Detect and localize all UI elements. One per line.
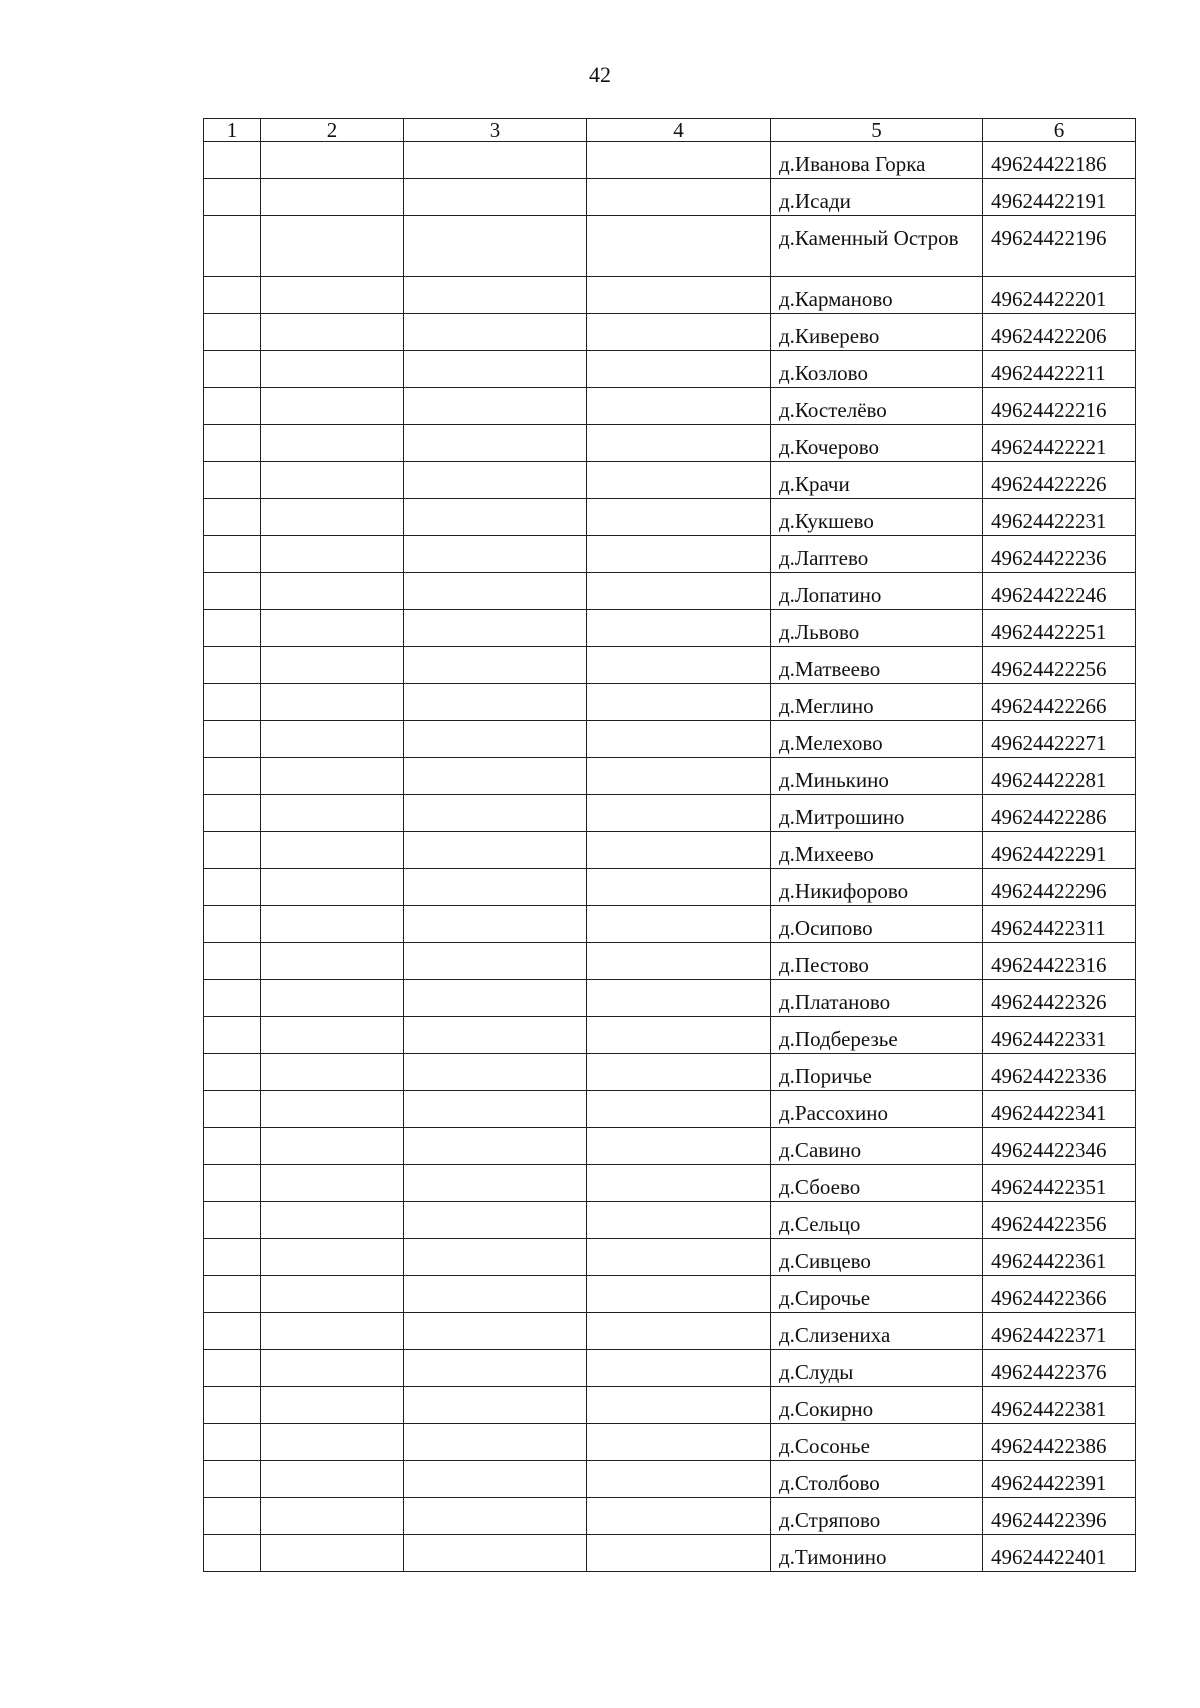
empty-cell xyxy=(404,869,587,906)
table-row xyxy=(204,216,1136,277)
settlement-code: 49624422351 xyxy=(983,1165,1136,1202)
empty-cell xyxy=(587,1498,771,1535)
empty-cell xyxy=(404,1535,587,1572)
empty-cell xyxy=(204,647,261,684)
settlement-code: 49624422271 xyxy=(983,721,1136,758)
empty-cell xyxy=(587,1128,771,1165)
table-row xyxy=(204,1387,1136,1424)
empty-cell xyxy=(404,980,587,1017)
settlement-code: 49624422296 xyxy=(983,869,1136,906)
table-row xyxy=(204,610,1136,647)
settlement-code: 49624422216 xyxy=(983,388,1136,425)
empty-cell xyxy=(261,980,404,1017)
empty-cell xyxy=(587,1424,771,1461)
empty-cell xyxy=(587,425,771,462)
table-row xyxy=(204,684,1136,721)
empty-cell xyxy=(261,1091,404,1128)
empty-cell xyxy=(261,684,404,721)
empty-cell xyxy=(404,1461,587,1498)
empty-cell xyxy=(587,721,771,758)
table-row xyxy=(204,1350,1136,1387)
empty-cell xyxy=(261,869,404,906)
settlement-code: 49624422286 xyxy=(983,795,1136,832)
empty-cell xyxy=(204,795,261,832)
table-row xyxy=(204,795,1136,832)
empty-cell xyxy=(404,179,587,216)
settlement-name: д.Карманово xyxy=(771,277,983,314)
settlement-code: 49624422386 xyxy=(983,1424,1136,1461)
empty-cell xyxy=(204,277,261,314)
empty-cell xyxy=(261,721,404,758)
empty-cell xyxy=(261,1498,404,1535)
settlement-code: 49624422201 xyxy=(983,277,1136,314)
settlement-code: 49624422316 xyxy=(983,943,1136,980)
empty-cell xyxy=(204,1498,261,1535)
settlement-name: д.Подберезье xyxy=(771,1017,983,1054)
empty-cell xyxy=(404,795,587,832)
settlement-code: 49624422196 xyxy=(983,216,1136,277)
settlement-name: д.Сокирно xyxy=(771,1387,983,1424)
settlement-name: д.Сбоево xyxy=(771,1165,983,1202)
table-row xyxy=(204,573,1136,610)
settlement-code-table xyxy=(203,118,1136,1572)
table-row xyxy=(204,179,1136,216)
empty-cell xyxy=(404,906,587,943)
empty-cell xyxy=(587,1202,771,1239)
settlement-name: д.Слуды xyxy=(771,1350,983,1387)
settlement-name: д.Лаптево xyxy=(771,536,983,573)
empty-cell xyxy=(587,499,771,536)
settlement-name: д.Тимонино xyxy=(771,1535,983,1572)
settlement-name: д.Митрошино xyxy=(771,795,983,832)
empty-cell xyxy=(261,1350,404,1387)
empty-cell xyxy=(261,142,404,179)
settlement-name: д.Костелёво xyxy=(771,388,983,425)
page-number: 42 xyxy=(589,62,611,87)
empty-cell xyxy=(587,610,771,647)
empty-cell xyxy=(587,1017,771,1054)
settlement-name: д.Кукшево xyxy=(771,499,983,536)
empty-cell xyxy=(587,1313,771,1350)
empty-cell xyxy=(204,351,261,388)
empty-cell xyxy=(587,1054,771,1091)
empty-cell xyxy=(261,1165,404,1202)
settlement-name: д.Киверево xyxy=(771,314,983,351)
empty-cell xyxy=(587,1165,771,1202)
settlement-name: д.Никифорово xyxy=(771,869,983,906)
table-row xyxy=(204,1239,1136,1276)
empty-cell xyxy=(587,216,771,277)
table-row xyxy=(204,1276,1136,1313)
empty-cell xyxy=(261,573,404,610)
empty-cell xyxy=(404,142,587,179)
settlement-code: 49624422336 xyxy=(983,1054,1136,1091)
settlement-name: д.Пестово xyxy=(771,943,983,980)
empty-cell xyxy=(404,1165,587,1202)
table-row xyxy=(204,1461,1136,1498)
table-row xyxy=(204,1498,1136,1535)
empty-cell xyxy=(204,1017,261,1054)
settlement-name: д.Сельцо xyxy=(771,1202,983,1239)
table-row xyxy=(204,1054,1136,1091)
table-row xyxy=(204,906,1136,943)
column-header-6: 6 xyxy=(983,119,1136,142)
empty-cell xyxy=(404,1091,587,1128)
settlement-code: 49624422256 xyxy=(983,647,1136,684)
empty-cell xyxy=(404,758,587,795)
empty-cell xyxy=(404,388,587,425)
empty-cell xyxy=(587,869,771,906)
table-row xyxy=(204,1313,1136,1350)
table-row xyxy=(204,462,1136,499)
empty-cell xyxy=(204,388,261,425)
settlement-code: 49624422346 xyxy=(983,1128,1136,1165)
empty-cell xyxy=(404,943,587,980)
empty-cell xyxy=(587,314,771,351)
empty-cell xyxy=(404,351,587,388)
empty-cell xyxy=(204,980,261,1017)
empty-cell xyxy=(587,1350,771,1387)
empty-cell xyxy=(404,1017,587,1054)
empty-cell xyxy=(587,277,771,314)
empty-cell xyxy=(261,795,404,832)
settlement-code: 49624422381 xyxy=(983,1387,1136,1424)
table-body xyxy=(204,142,1136,1572)
settlement-code: 49624422311 xyxy=(983,906,1136,943)
empty-cell xyxy=(587,795,771,832)
settlement-name: д.Иванова Горка xyxy=(771,142,983,179)
empty-cell xyxy=(261,462,404,499)
empty-cell xyxy=(204,1350,261,1387)
settlement-code: 49624422371 xyxy=(983,1313,1136,1350)
settlement-name: д.Меглино xyxy=(771,684,983,721)
table-row xyxy=(204,277,1136,314)
empty-cell xyxy=(204,684,261,721)
settlement-name: д.Львово xyxy=(771,610,983,647)
empty-cell xyxy=(261,1387,404,1424)
empty-cell xyxy=(404,1313,587,1350)
column-header-3: 3 xyxy=(404,119,587,142)
settlement-name: д.Крачи xyxy=(771,462,983,499)
settlement-name: д.Слизениха xyxy=(771,1313,983,1350)
empty-cell xyxy=(204,1535,261,1572)
empty-cell xyxy=(587,758,771,795)
empty-cell xyxy=(261,943,404,980)
settlement-name: д.Исади xyxy=(771,179,983,216)
empty-cell xyxy=(204,1424,261,1461)
settlement-name: д.Мелехово xyxy=(771,721,983,758)
empty-cell xyxy=(204,906,261,943)
empty-cell xyxy=(404,1498,587,1535)
table-row xyxy=(204,943,1136,980)
settlement-code: 49624422251 xyxy=(983,610,1136,647)
table-row xyxy=(204,499,1136,536)
empty-cell xyxy=(587,1387,771,1424)
empty-cell xyxy=(404,1350,587,1387)
settlement-code: 49624422341 xyxy=(983,1091,1136,1128)
empty-cell xyxy=(204,1202,261,1239)
empty-cell xyxy=(204,1461,261,1498)
empty-cell xyxy=(404,573,587,610)
table-row xyxy=(204,1128,1136,1165)
empty-cell xyxy=(587,1535,771,1572)
empty-cell xyxy=(261,277,404,314)
table-row xyxy=(204,314,1136,351)
settlement-name: д.Михеево xyxy=(771,832,983,869)
empty-cell xyxy=(404,499,587,536)
empty-cell xyxy=(204,1313,261,1350)
settlement-name: д.Минькино xyxy=(771,758,983,795)
empty-cell xyxy=(587,906,771,943)
empty-cell xyxy=(204,425,261,462)
table-row xyxy=(204,142,1136,179)
settlement-name: д.Лопатино xyxy=(771,573,983,610)
empty-cell xyxy=(204,1128,261,1165)
empty-cell xyxy=(587,388,771,425)
settlement-code: 49624422281 xyxy=(983,758,1136,795)
settlement-name: д.Поричье xyxy=(771,1054,983,1091)
empty-cell xyxy=(261,1461,404,1498)
settlement-code: 49624422186 xyxy=(983,142,1136,179)
empty-cell xyxy=(404,832,587,869)
table-row xyxy=(204,425,1136,462)
empty-cell xyxy=(404,425,587,462)
empty-cell xyxy=(204,1239,261,1276)
column-header-4: 4 xyxy=(587,119,771,142)
table-row xyxy=(204,388,1136,425)
settlement-name: д.Платаново xyxy=(771,980,983,1017)
settlement-code: 49624422246 xyxy=(983,573,1136,610)
empty-cell xyxy=(587,684,771,721)
empty-cell xyxy=(204,1165,261,1202)
empty-cell xyxy=(261,425,404,462)
settlement-code: 49624422291 xyxy=(983,832,1136,869)
settlement-code: 49624422366 xyxy=(983,1276,1136,1313)
empty-cell xyxy=(404,1424,587,1461)
empty-cell xyxy=(404,314,587,351)
empty-cell xyxy=(587,573,771,610)
empty-cell xyxy=(261,647,404,684)
table-row xyxy=(204,1202,1136,1239)
empty-cell xyxy=(404,462,587,499)
empty-cell xyxy=(204,179,261,216)
empty-cell xyxy=(261,351,404,388)
table-row xyxy=(204,869,1136,906)
empty-cell xyxy=(261,1054,404,1091)
column-number-row xyxy=(204,119,1136,142)
empty-cell xyxy=(587,1239,771,1276)
table-row xyxy=(204,1535,1136,1572)
empty-cell xyxy=(204,216,261,277)
empty-cell xyxy=(204,499,261,536)
empty-cell xyxy=(204,721,261,758)
empty-cell xyxy=(204,943,261,980)
settlement-name: д.Сосонье xyxy=(771,1424,983,1461)
empty-cell xyxy=(261,1424,404,1461)
settlement-name: д.Сивцево xyxy=(771,1239,983,1276)
empty-cell xyxy=(261,314,404,351)
empty-cell xyxy=(404,536,587,573)
empty-cell xyxy=(587,1091,771,1128)
table-row xyxy=(204,351,1136,388)
empty-cell xyxy=(404,1054,587,1091)
empty-cell xyxy=(204,758,261,795)
empty-cell xyxy=(404,1276,587,1313)
table-row xyxy=(204,647,1136,684)
settlement-name: д.Столбово xyxy=(771,1461,983,1498)
empty-cell xyxy=(261,1017,404,1054)
settlement-code: 49624422376 xyxy=(983,1350,1136,1387)
settlement-code: 49624422221 xyxy=(983,425,1136,462)
empty-cell xyxy=(261,216,404,277)
empty-cell xyxy=(587,832,771,869)
settlement-code: 49624422331 xyxy=(983,1017,1136,1054)
empty-cell xyxy=(587,1461,771,1498)
empty-cell xyxy=(404,1128,587,1165)
empty-cell xyxy=(587,980,771,1017)
table-row xyxy=(204,721,1136,758)
empty-cell xyxy=(204,869,261,906)
settlement-name: д.Кочерово xyxy=(771,425,983,462)
settlement-code: 49624422231 xyxy=(983,499,1136,536)
empty-cell xyxy=(204,1276,261,1313)
table-row xyxy=(204,1017,1136,1054)
settlement-code: 49624422236 xyxy=(983,536,1136,573)
empty-cell xyxy=(404,277,587,314)
empty-cell xyxy=(587,1276,771,1313)
empty-cell xyxy=(404,1202,587,1239)
table-row xyxy=(204,980,1136,1017)
empty-cell xyxy=(261,758,404,795)
empty-cell xyxy=(261,1239,404,1276)
empty-cell xyxy=(204,573,261,610)
settlement-name: д.Козлово xyxy=(771,351,983,388)
empty-cell xyxy=(404,216,587,277)
column-header-5: 5 xyxy=(771,119,983,142)
column-header-1: 1 xyxy=(204,119,261,142)
table-row xyxy=(204,1165,1136,1202)
empty-cell xyxy=(587,536,771,573)
empty-cell xyxy=(261,179,404,216)
empty-cell xyxy=(404,1387,587,1424)
settlement-code: 49624422191 xyxy=(983,179,1136,216)
table-row xyxy=(204,536,1136,573)
settlement-code: 49624422356 xyxy=(983,1202,1136,1239)
settlement-code: 49624422401 xyxy=(983,1535,1136,1572)
empty-cell xyxy=(261,832,404,869)
empty-cell xyxy=(261,610,404,647)
settlement-name: д.Осипово xyxy=(771,906,983,943)
table-row xyxy=(204,1091,1136,1128)
settlement-code: 49624422226 xyxy=(983,462,1136,499)
empty-cell xyxy=(261,1276,404,1313)
settlement-name: д.Савино xyxy=(771,1128,983,1165)
settlement-name: д.Стряпово xyxy=(771,1498,983,1535)
empty-cell xyxy=(204,1054,261,1091)
empty-cell xyxy=(204,1091,261,1128)
settlement-code: 49624422266 xyxy=(983,684,1136,721)
empty-cell xyxy=(404,721,587,758)
empty-cell xyxy=(261,1313,404,1350)
empty-cell xyxy=(261,1202,404,1239)
empty-cell xyxy=(204,462,261,499)
empty-cell xyxy=(587,351,771,388)
settlement-code: 49624422206 xyxy=(983,314,1136,351)
empty-cell xyxy=(204,142,261,179)
settlement-name: д.Сирочье xyxy=(771,1276,983,1313)
empty-cell xyxy=(204,610,261,647)
settlement-name: д.Матвеево xyxy=(771,647,983,684)
table-row xyxy=(204,832,1136,869)
empty-cell xyxy=(261,499,404,536)
settlement-code: 49624422211 xyxy=(983,351,1136,388)
settlement-name: д.Каменный Остров xyxy=(771,216,983,277)
empty-cell xyxy=(404,610,587,647)
empty-cell xyxy=(261,1128,404,1165)
empty-cell xyxy=(204,536,261,573)
empty-cell xyxy=(261,906,404,943)
empty-cell xyxy=(261,1535,404,1572)
empty-cell xyxy=(204,1387,261,1424)
empty-cell xyxy=(587,142,771,179)
settlement-code: 49624422391 xyxy=(983,1461,1136,1498)
empty-cell xyxy=(587,943,771,980)
settlement-name: д.Рассохино xyxy=(771,1091,983,1128)
empty-cell xyxy=(587,647,771,684)
empty-cell xyxy=(261,388,404,425)
empty-cell xyxy=(587,179,771,216)
table-row xyxy=(204,1424,1136,1461)
empty-cell xyxy=(204,832,261,869)
empty-cell xyxy=(404,684,587,721)
empty-cell xyxy=(204,314,261,351)
empty-cell xyxy=(404,1239,587,1276)
empty-cell xyxy=(261,536,404,573)
empty-cell xyxy=(404,647,587,684)
settlement-code: 49624422396 xyxy=(983,1498,1136,1535)
column-header-2: 2 xyxy=(261,119,404,142)
settlement-code: 49624422361 xyxy=(983,1239,1136,1276)
table-row xyxy=(204,758,1136,795)
empty-cell xyxy=(587,462,771,499)
settlement-code: 49624422326 xyxy=(983,980,1136,1017)
